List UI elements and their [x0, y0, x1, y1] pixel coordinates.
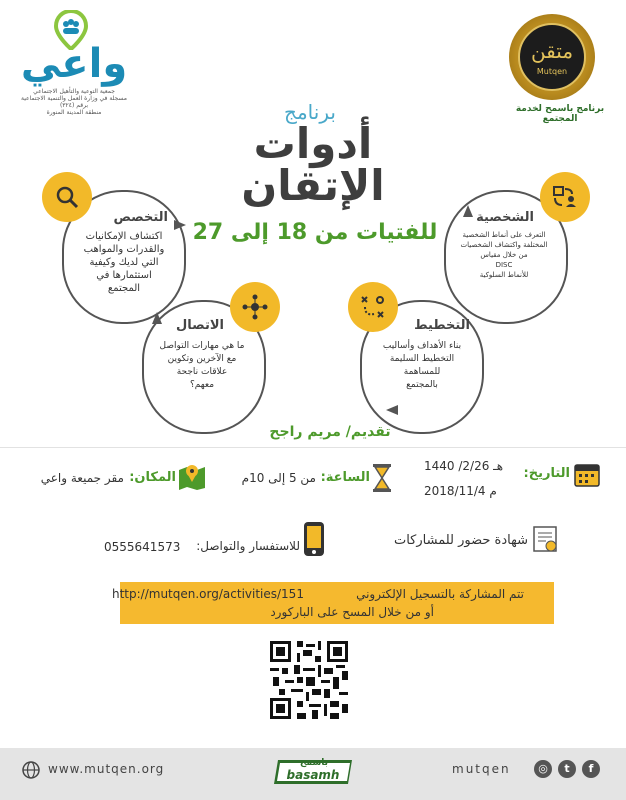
arrow-icon [461, 205, 475, 219]
certificate-text: شهادة حضور للمشاركات [393, 533, 528, 548]
waai-subtitle: جمعية التوعية والتأهيل الاجتماعي مسجلة في وزارة العمل والتنمية الاجتماعية برقم (٣٢٤) منطقة المدينة المنورة [21, 88, 127, 116]
basamh-text: basamh [286, 768, 340, 782]
mutqen-arabic: متقن [530, 39, 574, 63]
network-icon [242, 294, 268, 320]
title-line2: الإتقان [241, 161, 385, 210]
card-communication-text: ما هي مهارات التواصل مع الآخرين وتكوين علاقات ناجحة معهم؟ [159, 341, 245, 390]
waai-logo [18, 10, 130, 116]
card-specialization-text: اكتشاف الإمكانيات والقدرات والمواهب التي لديك وكيفية استثمارها في المجتمع [83, 231, 165, 294]
mutqen-seal [509, 14, 595, 100]
phone-icon [303, 521, 325, 557]
card-specialization-title: التخصص [113, 210, 168, 225]
contact-label: للاستفسار والتواصل: [196, 539, 300, 553]
registration-line1: تتم المشاركة بالتسجيل الإلكتروني [356, 587, 524, 601]
footer-website[interactable]: www.mutqen.org [48, 762, 165, 776]
basamh-arabic: باسمح [299, 758, 329, 768]
person-refresh-icon [552, 184, 578, 210]
card-communication-title: الاتصال [176, 318, 224, 333]
arrow-icon [386, 403, 400, 417]
twitter-icon[interactable]: t [558, 760, 576, 778]
mutqen-logo [505, 14, 601, 110]
divider [0, 447, 626, 448]
certificate-icon [532, 525, 560, 555]
map-icon [178, 462, 206, 490]
place-value: مقر جميعة واعي [40, 471, 124, 485]
magnifier-icon [54, 184, 80, 210]
hourglass-icon [372, 463, 392, 493]
time-label: الساعة: [320, 470, 370, 485]
arrow-icon [150, 312, 164, 326]
card-personality-title: الشخصية [476, 210, 534, 225]
strategy-icon [360, 294, 386, 320]
registration-url[interactable]: http://mutqen.org/activities/151 [112, 587, 304, 601]
age-range: للفتيات من 18 إلى 27 [192, 220, 438, 245]
card-personality-text: التعرف على أنماط الشخصية المختلفة واكتشاف الشخصيات من خلال مقياس DISC للأنماط السلوكية [460, 231, 548, 279]
program-label: برنامج [284, 100, 336, 124]
waai-word: واعي [20, 41, 128, 87]
card-specialization-icon [42, 172, 92, 222]
qr-code[interactable] [270, 641, 348, 719]
card-planning-text: بناء الأهداف وأساليب التخطيط السليمة للمساهمة بالمجتمع [382, 341, 462, 390]
date-gregorian: 2018/11/4 م [424, 484, 497, 498]
mutqen-english: Mutqen [536, 67, 568, 76]
time-value: من 5 إلى 10م [241, 471, 316, 485]
globe-icon [22, 761, 40, 779]
card-communication-icon [230, 282, 280, 332]
footer-handle[interactable]: mutqen [452, 762, 511, 776]
basamh-logo [272, 758, 354, 786]
mutqen-tagline: برنامج باسمح لخدمة المجتمع [515, 104, 605, 124]
calendar-icon [574, 462, 600, 488]
arrow-icon [174, 218, 188, 232]
card-planning-icon [348, 282, 398, 332]
facebook-icon[interactable]: f [582, 760, 600, 778]
date-hijri: 1440 /2/26 هـ [424, 459, 504, 473]
registration-line2: أو من خلال المسح على الباركورد [270, 605, 434, 619]
contact-phone[interactable]: 0555641573 [104, 540, 181, 554]
date-label: التاريخ: [523, 466, 570, 481]
card-personality-icon [540, 172, 590, 222]
instagram-icon[interactable]: ◎ [534, 760, 552, 778]
presenter: تقديم/ مريم راجح [269, 424, 391, 440]
title-line1: أدوات [253, 119, 373, 168]
card-planning-title: التخطيط [414, 318, 470, 333]
place-label: المكان: [129, 470, 176, 485]
footer [0, 748, 626, 800]
registration-banner [112, 582, 554, 624]
